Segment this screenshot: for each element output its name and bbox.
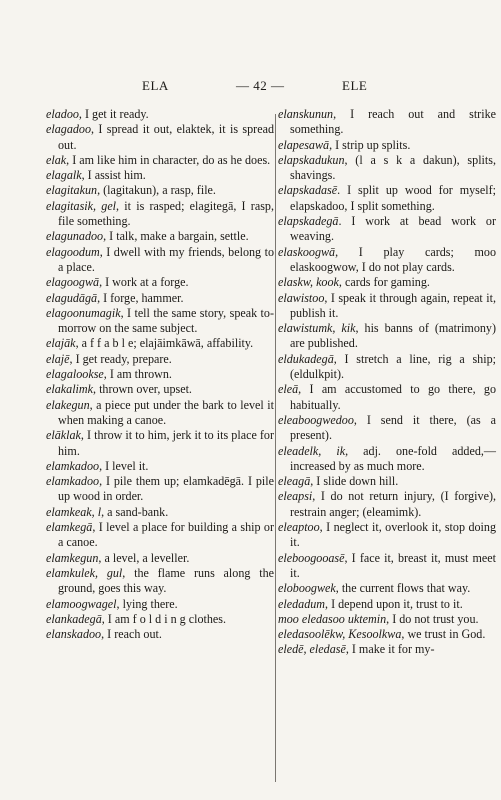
definition: , I spread it out, elaktek, it is spread out.	[58, 122, 274, 152]
headword: elagalookse	[46, 367, 104, 382]
definition: , I reach out and strike something.	[290, 107, 496, 137]
dictionary-entry	[46, 382, 274, 397]
dictionary-entry	[278, 581, 496, 596]
headword: elagoogwā	[46, 275, 100, 290]
headword: elagadoo	[46, 122, 92, 137]
definition: , I am like him in character, do as he does.	[66, 152, 271, 167]
dictionary-entry	[46, 199, 274, 230]
headword: elak	[46, 152, 67, 167]
definition: , I forge, hammer.	[97, 290, 184, 305]
dictionary-entry	[46, 153, 274, 168]
dictionary-entry	[46, 367, 274, 382]
definition: . I work at bead work or weaving.	[290, 214, 496, 244]
definition: , a f f a b l e; elajāimkāwā, affability.	[75, 336, 254, 351]
definition: , I am f o l d i n g clothes.	[101, 611, 227, 626]
definition: , I play cards; moo elaskoogwow, I do not play cards.	[290, 244, 496, 274]
definition: , I neglect it, overlook it, stop doing it.	[290, 520, 496, 550]
dictionary-entry	[278, 245, 496, 276]
definition: , I face it, breast it, must meet it.	[290, 550, 496, 580]
definition: , I do not trust you.	[386, 611, 479, 626]
headword: elamkulek, gul	[46, 565, 123, 580]
definition: , a piece put under the bark to level it when making a canoe.	[58, 397, 274, 427]
definition: , I make it for my-	[345, 642, 435, 657]
headword: elajāk	[46, 336, 76, 351]
headword: elagalk	[46, 168, 82, 183]
definition: . I split up wood for myself; elapskadoo, I split something.	[290, 183, 496, 213]
headword: eleaboogwedoo	[278, 412, 354, 427]
definition: , we trust in God.	[401, 627, 486, 642]
headword: elagoodum	[46, 244, 100, 259]
headword: elawistoo	[278, 290, 325, 305]
dictionary-entry	[46, 336, 274, 351]
headword: eledadum	[278, 596, 326, 611]
headword: elanskunun	[278, 107, 334, 121]
dictionary-entry	[278, 183, 496, 214]
definition: , I tell the same story, speak to-morrow on the same subject.	[58, 305, 274, 336]
headword: elapskadasē	[278, 183, 338, 198]
headword: eloboogwek	[278, 581, 336, 596]
left-column	[46, 107, 274, 642]
right-column	[278, 107, 496, 658]
dictionary-entry	[46, 306, 274, 337]
dictionary-entry	[278, 138, 496, 153]
dictionary-entry	[46, 520, 274, 551]
definition: , adj. one-fold added,— increased by as much more.	[290, 443, 497, 473]
definition: , I get ready, prepare.	[69, 351, 172, 366]
headword: elamkadoo	[46, 474, 100, 489]
dictionary-entry	[46, 428, 274, 459]
headword: moo eledasoo uktemin	[278, 611, 387, 626]
definition: , I depend upon it, trust to it.	[325, 596, 463, 611]
headword: eladoo	[46, 107, 79, 121]
dictionary-entry	[46, 245, 274, 276]
headword: elankadegā	[46, 611, 102, 626]
headword: eleaptoo	[278, 520, 320, 535]
dictionary-entry	[46, 352, 274, 367]
definition: , I reach out.	[101, 627, 162, 642]
headword: elagitasik, gel	[46, 198, 117, 213]
headword: elamkegā	[46, 520, 93, 535]
headword: elāklak	[46, 428, 81, 443]
headword: eleagā	[278, 474, 311, 489]
dictionary-entry	[46, 612, 274, 627]
headword: eledasoolēkw, Kesoolkwa	[278, 627, 402, 642]
definition: , it is rasped; elagitegā, I rasp, file something.	[58, 198, 274, 229]
dictionary-entry	[46, 566, 274, 597]
headword: elagudāgā	[46, 290, 98, 305]
definition: , I level a place for building a ship or a canoe.	[58, 520, 274, 550]
definition: , I dwell with my friends, belong to a place.	[58, 244, 274, 274]
headword: elamkadoo	[46, 458, 100, 473]
dictionary-entry	[278, 321, 496, 352]
dictionary-entry	[46, 183, 274, 198]
definition: , I get it ready.	[78, 107, 149, 121]
headword: elakegun	[46, 397, 90, 412]
definition: , I throw it to him, jerk it to its place for him.	[58, 428, 274, 458]
definition: , I am accustomed to go there, go habitually.	[290, 382, 496, 412]
definition: , I send it there, (as a present).	[290, 412, 496, 443]
headword: elagunadoo	[46, 229, 104, 244]
definition: , I work at a forge.	[99, 275, 189, 290]
definition: , his banns of (matrimony) are published.	[290, 321, 496, 351]
dictionary-entry	[278, 474, 496, 489]
headword: elamkeak, l	[46, 504, 102, 519]
definition: , I talk, make a bargain, settle.	[103, 229, 249, 244]
definition: , thrown over, upset.	[93, 382, 192, 397]
headword: elapesawā	[278, 137, 330, 152]
dictionary-entry	[278, 352, 496, 383]
headword: eleboogooasē	[278, 550, 345, 565]
page-number: — 42 —	[236, 78, 285, 93]
dictionary-entry	[46, 551, 274, 566]
dictionary-entry	[278, 597, 496, 612]
dictionary-entry	[46, 291, 274, 306]
definition: , a sand-bank.	[101, 504, 169, 519]
dictionary-entry	[46, 168, 274, 183]
definition: , I am thrown.	[103, 367, 172, 382]
headword: elamkegun	[46, 550, 99, 565]
dictionary-entry	[46, 597, 274, 612]
headword: eldukadegā	[278, 351, 334, 366]
dictionary-entry	[46, 459, 274, 474]
headword: eleadelk, ik	[278, 443, 346, 458]
dictionary-entry	[278, 551, 496, 582]
definition: , I level it.	[99, 458, 149, 473]
headword: elawistumk, kik	[278, 321, 356, 336]
headword: elakalimk	[46, 382, 94, 397]
headword: elagitakun	[46, 183, 98, 198]
headword: elapskadukun	[278, 152, 345, 167]
headword: eleā	[278, 382, 299, 397]
dictionary-entry	[278, 489, 496, 520]
headword: eledē, eledasē	[278, 642, 346, 657]
headword: elaskw, kook	[278, 275, 339, 290]
dictionary-entry	[278, 275, 496, 290]
definition: , I strip up splits.	[329, 137, 411, 152]
headword: elagoonumagik	[46, 305, 121, 320]
dictionary-entry	[278, 642, 496, 657]
headword: elaskoogwā	[278, 244, 336, 259]
headword: elajē	[46, 351, 70, 366]
dictionary-entry	[46, 474, 274, 505]
header-left-guide-word: ELA	[142, 78, 169, 93]
definition: , I pile them up; elamkadēgā. I pile up wood in order.	[58, 474, 274, 504]
definition: , I stretch a line, rig a ship; (eldulkpit).	[290, 351, 496, 382]
definition: , I speak it through again, repeat it, publish it.	[290, 290, 496, 320]
dictionary-entry	[46, 275, 274, 290]
dictionary-entry	[46, 398, 274, 429]
dictionary-entry	[46, 627, 274, 642]
definition: , a level, a leveller.	[98, 550, 190, 565]
definition: , the flame runs along the ground, goes this way.	[58, 565, 274, 596]
dictionary-entry	[46, 107, 274, 122]
dictionary-entry	[278, 107, 496, 138]
definition: , I slide down hill.	[310, 474, 399, 489]
dictionary-entry	[278, 382, 496, 413]
dictionary-entry	[278, 153, 496, 184]
definition: , (l a s k a dakun), splits, shavings.	[290, 152, 496, 183]
dictionary-entry	[46, 505, 274, 520]
dictionary-entry	[278, 214, 496, 245]
headword: eleapsi	[278, 489, 313, 504]
dictionary-entry	[278, 413, 496, 444]
header-right-guide-word: ELE	[342, 78, 368, 93]
dictionary-entry	[278, 444, 496, 475]
dictionary-entry	[278, 627, 496, 642]
column-divider	[275, 114, 276, 782]
definition: , I do not return injury, (I forgive), restrain anger; (eleamimk).	[290, 489, 496, 519]
dictionary-entry	[278, 520, 496, 551]
dictionary-entry	[278, 612, 496, 627]
definition: , the current flows that way.	[335, 581, 471, 596]
definition: , lying there.	[116, 596, 178, 611]
dictionary-entry	[278, 291, 496, 322]
definition: , I assist him.	[81, 168, 146, 183]
dictionary-entry	[46, 122, 274, 153]
headword: elapskadegā	[278, 214, 339, 229]
headword: elamoogwagel	[46, 596, 117, 611]
headword: elanskadoo	[46, 627, 102, 642]
definition: , (lagitakun), a rasp, file.	[97, 183, 216, 198]
definition: , cards for gaming.	[338, 275, 430, 290]
dictionary-entry	[46, 229, 274, 244]
